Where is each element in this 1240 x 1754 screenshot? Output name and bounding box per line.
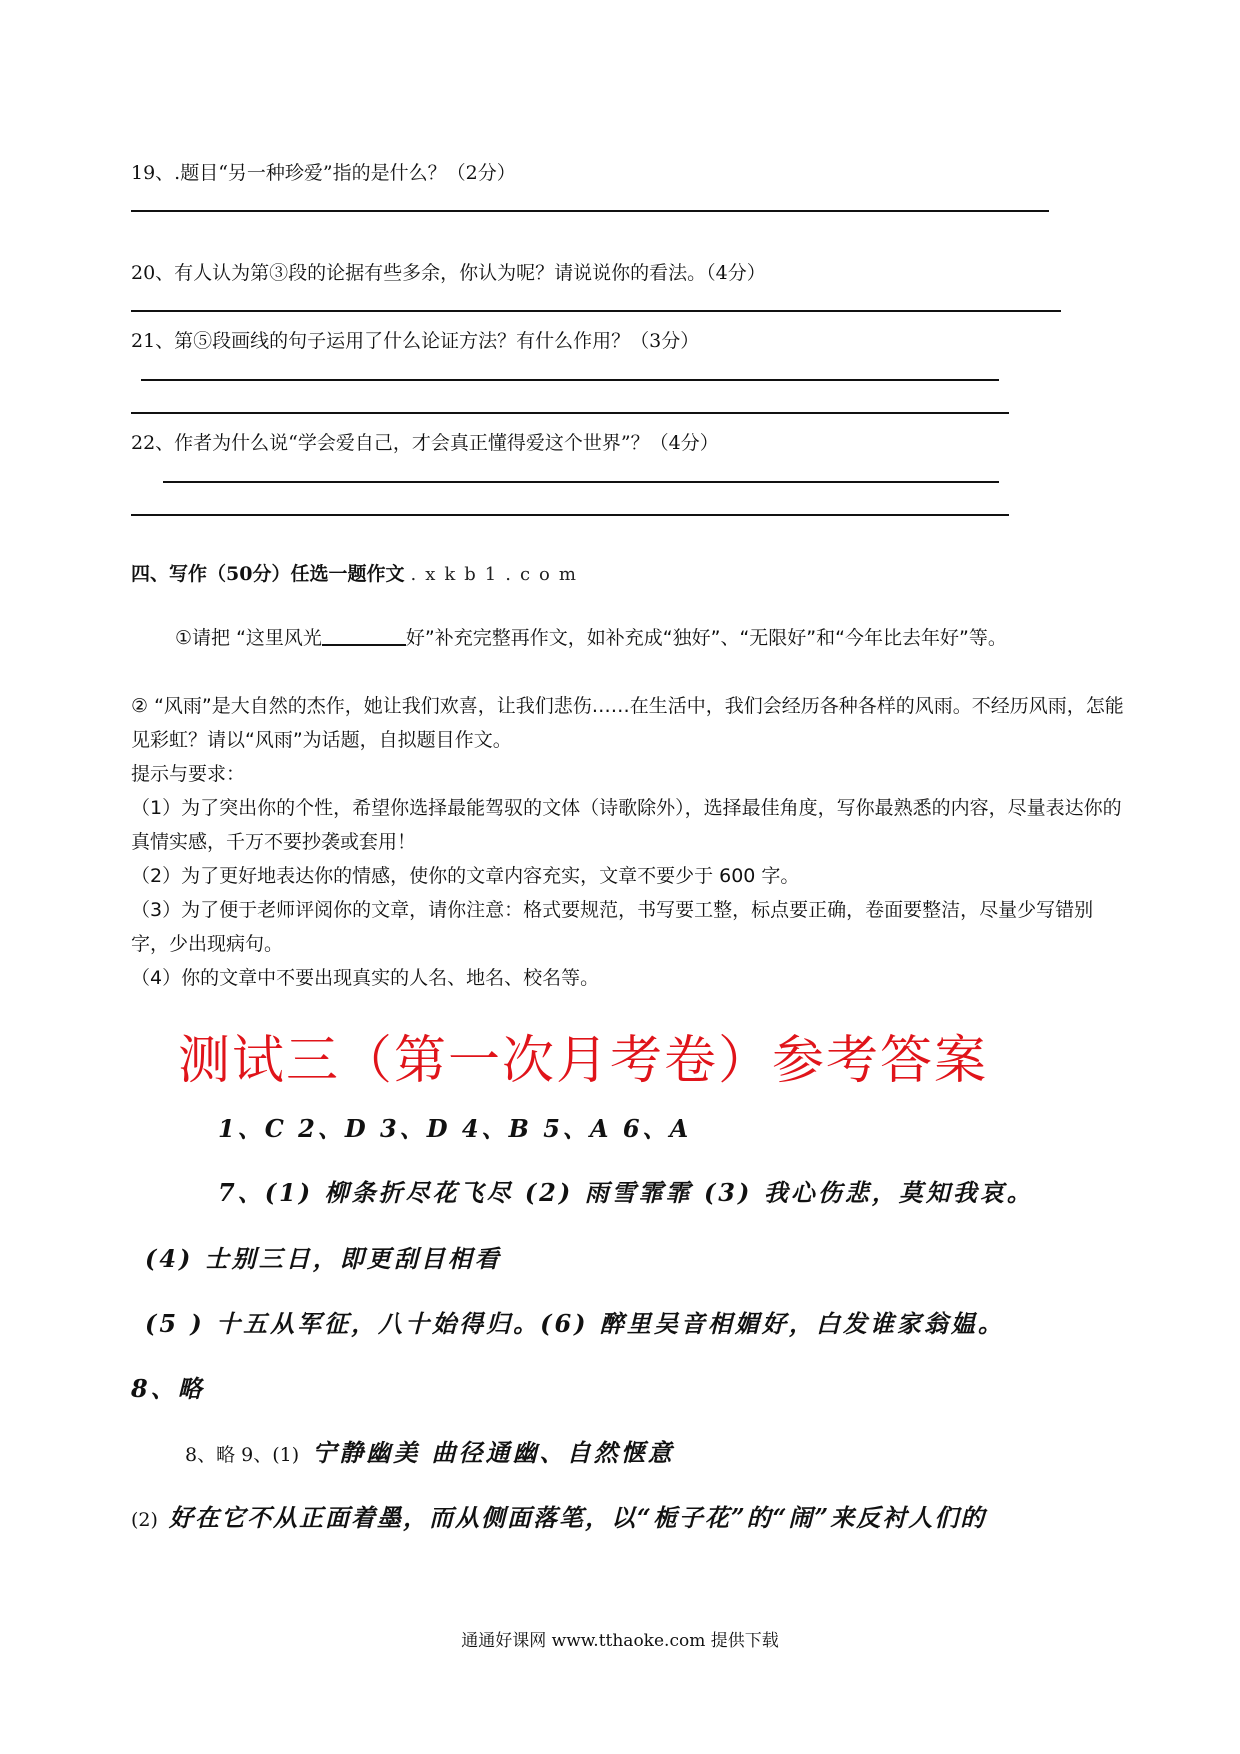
fill-blank (322, 626, 406, 646)
topic-option-1-start: ①请把 “这里风光 (175, 627, 322, 649)
answer-line-5: 8、略 (131, 1374, 205, 1403)
answer-line (131, 412, 1009, 414)
tips-title: 提示与要求： (131, 763, 246, 785)
writing-heading-row (131, 559, 585, 586)
answer-line (131, 210, 1049, 212)
answer-line (141, 379, 999, 381)
answer-line-6 (185, 1433, 675, 1468)
question-20: 20、有人认为第③段的论据有些多余，你认为呢？请说说你的看法。（4分） (131, 262, 766, 284)
answer-line-7 (131, 1498, 986, 1533)
answer-line (163, 481, 999, 483)
answer-line-3: (4) 士别三日，即更刮目相看 (145, 1244, 502, 1273)
page-footer: 通通好课网 www.tthaoke.com 提供下载 (461, 1631, 779, 1651)
watermark-text: .xkb1.com (410, 564, 585, 585)
answer-line-6-prefix: 8、略 9、(1) (185, 1444, 300, 1466)
answer-line-2: 7、(1) 柳条折尽花飞尽 (2) 雨雪霏霏 (3) 我心伤悲，莫知我哀。 (218, 1178, 1034, 1207)
requirement-2: （2）为了更好地表达你的情感，使你的文章内容充实，文章不要少于 600 字。 (131, 865, 800, 887)
answer-line-6-text: 宁静幽美 曲径通幽、自然惬意 (312, 1438, 675, 1467)
topic-option-2: ② “风雨”是大自然的杰作，她让我们欢喜，让我们悲伤……在生活中，我们会经历各种各样的风雨。不经历风雨，怎能见彩虹？请以“风雨”为话题，自拟题目作文。 (131, 695, 1124, 751)
answer-key-title: 测试三（第一次月考卷）参考答案 (178, 1031, 989, 1091)
requirement-1: （1）为了突出你的个性，希望你选择最能驾驭的文体（诗歌除外），选择最佳角度，写你最熟悉的内容，尽量表达你的真情实感，千万不要抄袭或套用！ (131, 797, 1122, 853)
topic-option-1-end: 好”补充完整再作文，如补充成“独好”、“无限好”和“今年比去年好”等。 (405, 627, 1007, 649)
answer-line (131, 514, 1009, 516)
question-22: 22、作者为什么说“学会爱自己，才会真正懂得爱这个世界”？（4分） (131, 432, 719, 454)
answer-line-1: 1、C 2、D 3、D 4、B 5、A 6、A (218, 1114, 692, 1143)
answer-line-7-text: 好在它不从正面着墨，而从侧面落笔，以“栀子花”的“闹”来反衬人们的 (169, 1503, 987, 1532)
topic-option-1 (131, 621, 1131, 655)
requirement-3: （3）为了便于老师评阅你的文章，请你注意：格式要规范，书写要工整，标点要正确，卷面要整洁，尽量少写错别字，少出现病句。 (131, 899, 1094, 955)
answer-line-7-prefix: (2) (131, 1509, 158, 1531)
writing-heading: 四、写作（50分）任选一题作文 (131, 563, 405, 585)
requirement-4: （4）你的文章中不要出现真实的人名、地名、校名等。 (131, 967, 600, 989)
question-21: 21、第⑤段画线的句子运用了什么论证方法？有什么作用？（3分） (131, 330, 700, 352)
question-19: 19、.题目“另一种珍爱”指的是什么？（2分） (131, 162, 516, 184)
answer-line-4: (5 ) 十五从军征，八十始得归。(6) 醉里吴音相媚好，白发谁家翁媪。 (145, 1309, 1005, 1338)
answer-line (131, 310, 1061, 312)
